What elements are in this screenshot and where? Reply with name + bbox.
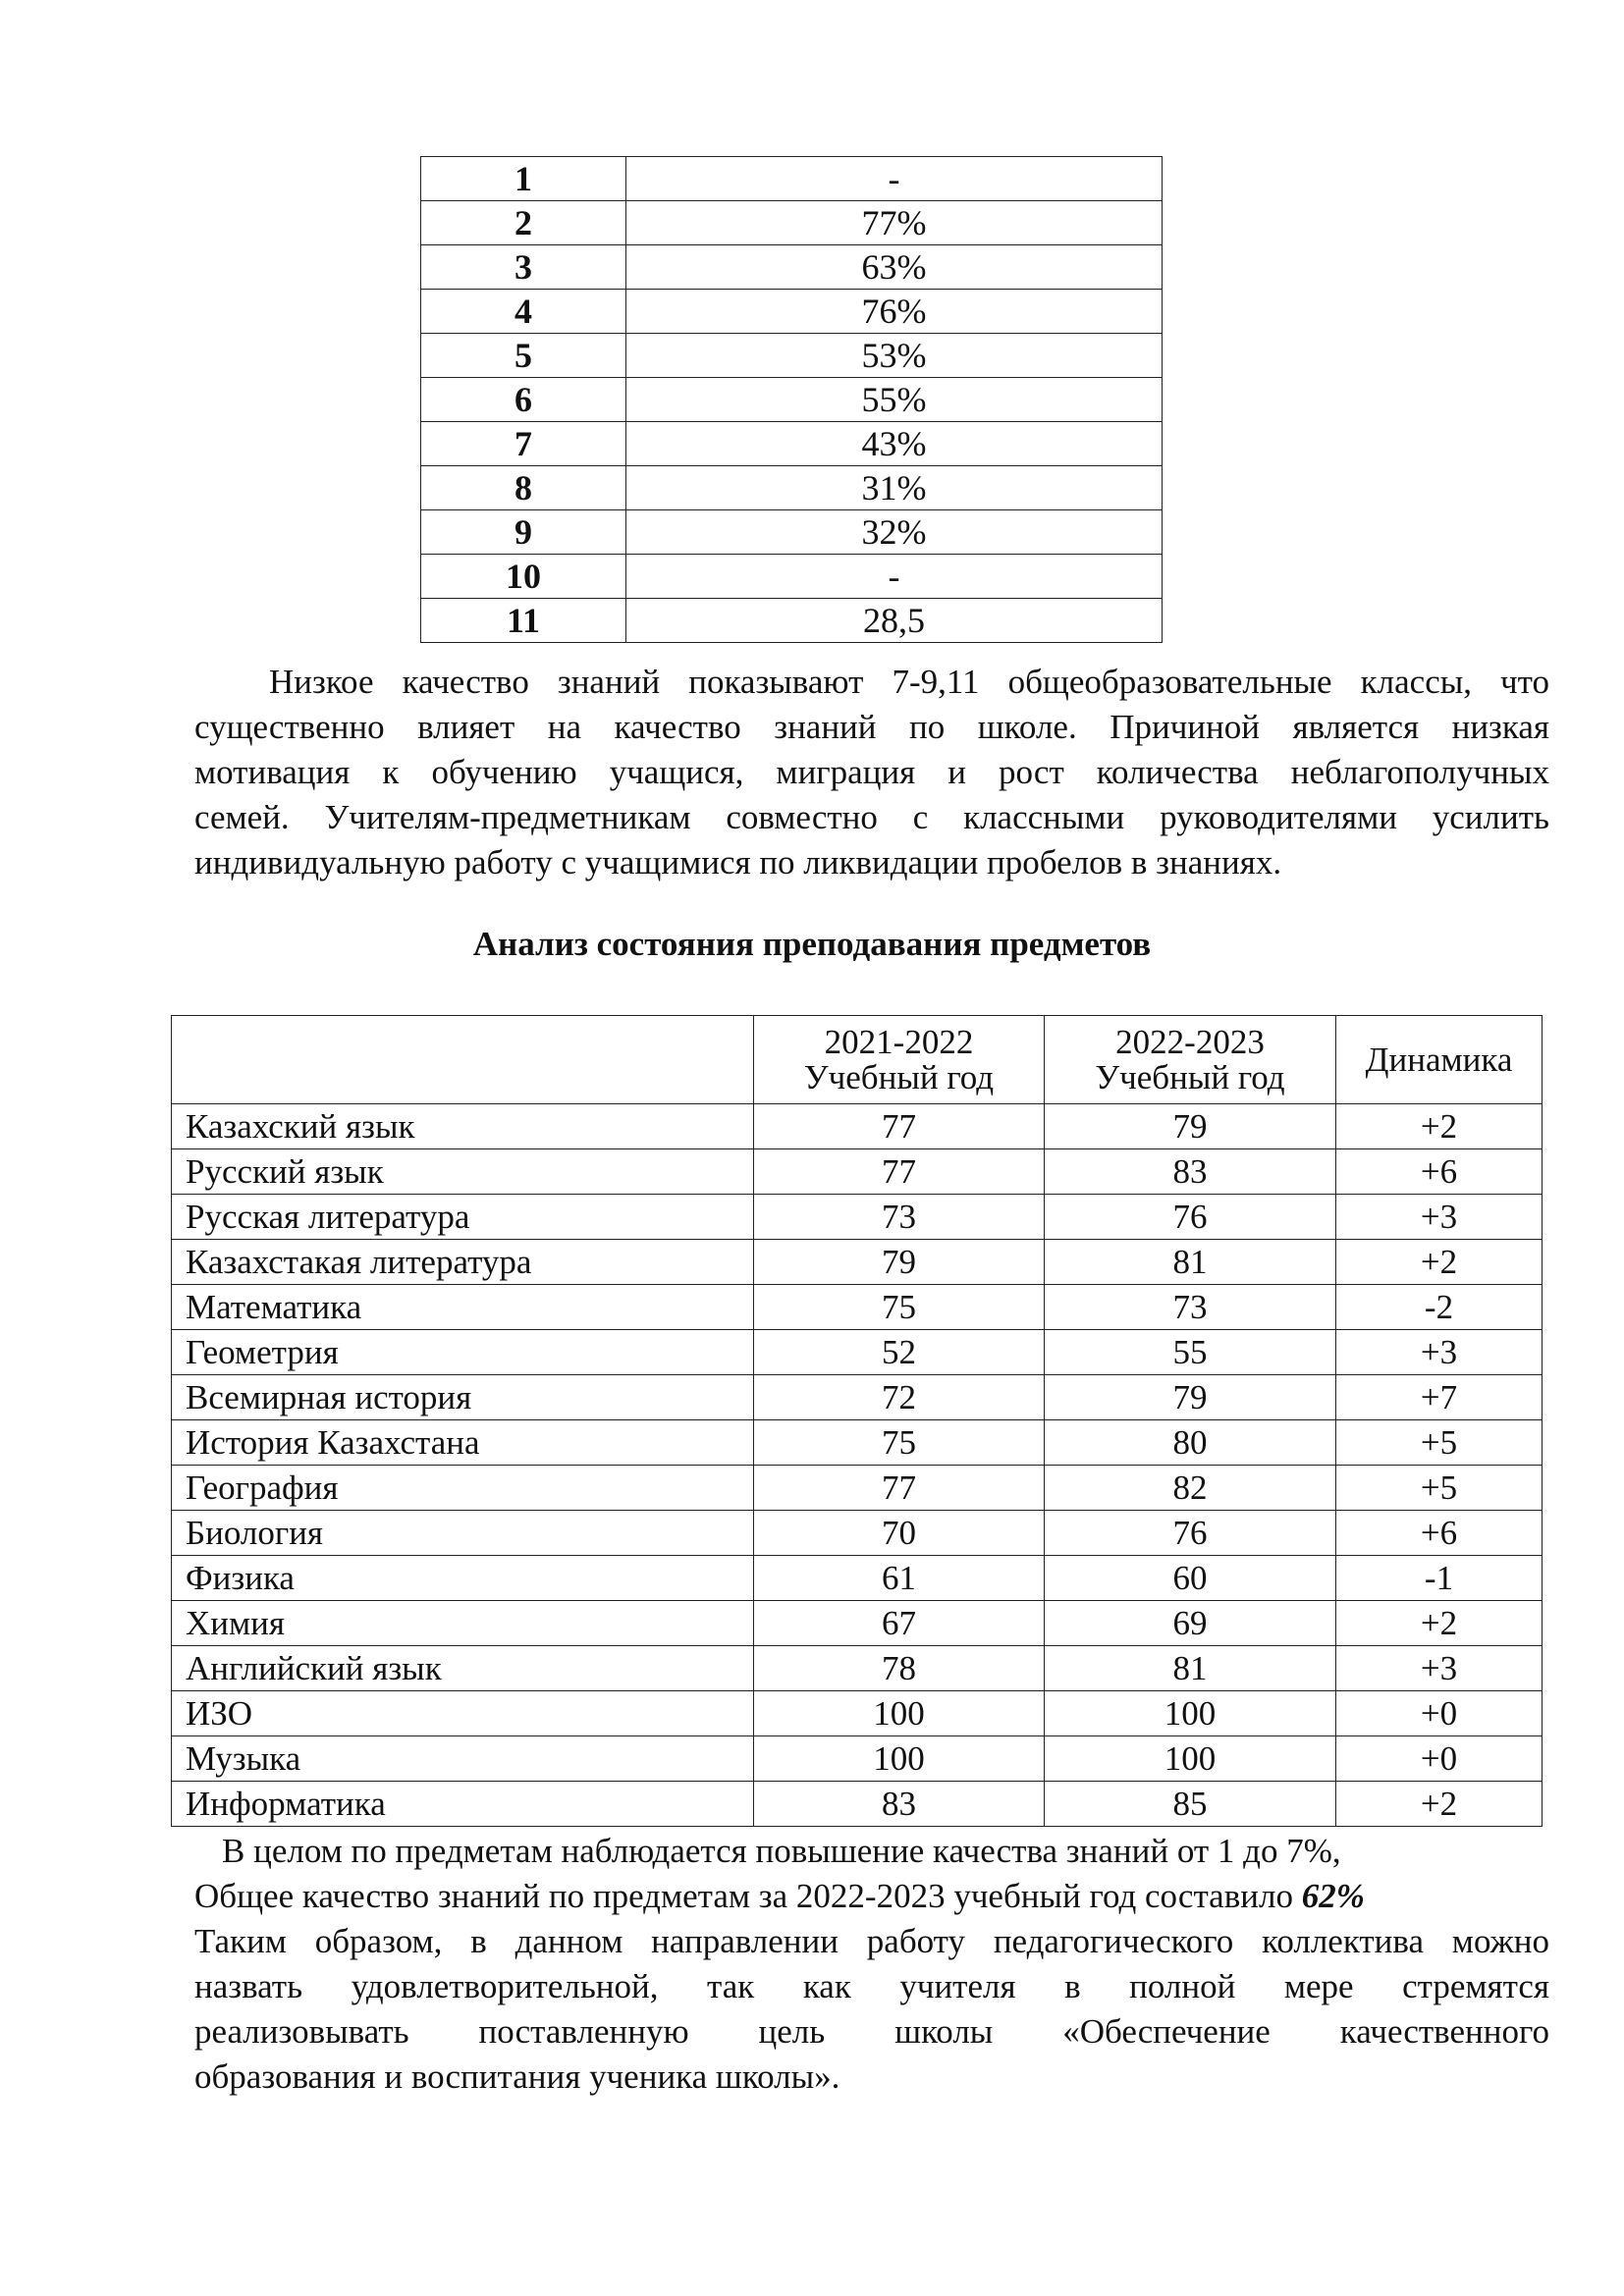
header-year-2022-2023 (1045, 1016, 1336, 1104)
overall-quality-value: 62% (1301, 1877, 1365, 1915)
class-quality-cell: 32% (626, 510, 1163, 555)
subject-name-cell: Химия (172, 1601, 754, 1646)
class-row (421, 290, 1163, 334)
subject-row (172, 1149, 1543, 1195)
subject-row (172, 1420, 1543, 1466)
year-2022-2023-cell: 81 (1045, 1240, 1336, 1285)
year-2022-2023-cell: 82 (1045, 1466, 1336, 1511)
subject-name-cell: Физика (172, 1556, 754, 1601)
year-2021-2022-cell: 78 (754, 1646, 1045, 1691)
subject-name-cell: Русский язык (172, 1149, 754, 1195)
year-2022-2023-cell: 80 (1045, 1420, 1336, 1466)
class-quality-table (420, 156, 1163, 643)
subject-row (172, 1511, 1543, 1556)
class-row (421, 334, 1163, 378)
dynamics-cell: +3 (1336, 1330, 1543, 1375)
paragraph-line: мотивация к обучению учащися, миграция и рост количества неблагополучных (194, 753, 1549, 791)
class-row (421, 555, 1163, 599)
header-year-sublabel: Учебный год (1095, 1057, 1285, 1096)
year-2022-2023-cell: 81 (1045, 1646, 1336, 1691)
class-row (421, 422, 1163, 466)
dynamics-cell: +0 (1336, 1691, 1543, 1736)
subjects-quality-table (171, 1015, 1543, 1827)
year-2021-2022-cell: 52 (754, 1330, 1045, 1375)
subject-row (172, 1782, 1543, 1827)
class-quality-cell: 77% (626, 201, 1163, 245)
class-quality-table-body (421, 157, 1163, 643)
year-2021-2022-cell: 77 (754, 1466, 1045, 1511)
class-number-cell: 5 (421, 334, 626, 378)
year-2021-2022-cell: 79 (754, 1240, 1045, 1285)
subject-row (172, 1375, 1543, 1420)
paragraph-line: Низкое качество знаний показывают 7-9,11 общеобразовательные классы, что (269, 663, 1549, 701)
subject-name-cell: Музыка (172, 1736, 754, 1782)
dynamics-cell: +6 (1336, 1149, 1543, 1195)
subject-row (172, 1466, 1543, 1511)
year-2022-2023-cell: 100 (1045, 1736, 1336, 1782)
dynamics-cell: +2 (1336, 1104, 1543, 1149)
class-row (421, 466, 1163, 510)
subject-name-cell: Казахский язык (172, 1104, 754, 1149)
quality-conclusion-paragraph (194, 660, 1549, 885)
year-2022-2023-cell: 100 (1045, 1691, 1336, 1736)
dynamics-cell: +7 (1336, 1375, 1543, 1420)
dynamics-cell: +3 (1336, 1646, 1543, 1691)
paragraph-line: существенно влияет на качество знаний по школе. Причиной является низкая (194, 708, 1549, 746)
year-2021-2022-cell: 77 (754, 1149, 1045, 1195)
subject-row (172, 1285, 1543, 1330)
paragraph-line: реализовывать поставленную цель школы «Обеспечение качественного (194, 2012, 1549, 2051)
class-row (421, 245, 1163, 290)
subject-name-cell: История Казахстана (172, 1420, 754, 1466)
class-number-cell: 3 (421, 245, 626, 290)
year-2022-2023-cell: 76 (1045, 1511, 1336, 1556)
class-quality-cell: - (626, 157, 1163, 201)
class-number-cell: 2 (421, 201, 626, 245)
paragraph-line: В целом по предметам наблюдается повышение качества знаний от 1 до 7%, (222, 1832, 1341, 1870)
year-2022-2023-cell: 85 (1045, 1782, 1336, 1827)
subject-name-cell: География (172, 1466, 754, 1511)
header-subject (172, 1016, 754, 1104)
dynamics-cell: +5 (1336, 1420, 1543, 1466)
paragraph-line: назвать удовлетворительной, так как учителя в полной мере стремятся (194, 1967, 1549, 2005)
header-row (172, 1016, 1543, 1104)
class-number-cell: 9 (421, 510, 626, 555)
subject-name-cell: Казахстакая литература (172, 1240, 754, 1285)
class-row (421, 378, 1163, 422)
year-2022-2023-cell: 76 (1045, 1195, 1336, 1240)
class-quality-cell: 28,5 (626, 599, 1163, 643)
subjects-table-body (172, 1104, 1543, 1827)
subject-row (172, 1195, 1543, 1240)
subject-name-cell: Биология (172, 1511, 754, 1556)
year-2022-2023-cell: 83 (1045, 1149, 1336, 1195)
year-2021-2022-cell: 100 (754, 1691, 1045, 1736)
subject-name-cell: Русская литература (172, 1195, 754, 1240)
subject-row (172, 1601, 1543, 1646)
year-2021-2022-cell: 75 (754, 1285, 1045, 1330)
year-2021-2022-cell: 75 (754, 1420, 1045, 1466)
class-number-cell: 1 (421, 157, 626, 201)
summary-paragraph (194, 1829, 1549, 2100)
year-2021-2022-cell: 100 (754, 1736, 1045, 1782)
class-quality-cell: 43% (626, 422, 1163, 466)
dynamics-cell: +6 (1336, 1511, 1543, 1556)
subject-row (172, 1736, 1543, 1782)
dynamics-cell: +2 (1336, 1240, 1543, 1285)
header-year-label: 2022-2023 (1115, 1022, 1265, 1061)
year-2022-2023-cell: 79 (1045, 1375, 1336, 1420)
class-quality-cell: 55% (626, 378, 1163, 422)
paragraph-line: семей. Учителям-предметникам совместно с классными руководителями усилить (194, 798, 1549, 836)
year-2022-2023-cell: 55 (1045, 1330, 1336, 1375)
dynamics-cell: -1 (1336, 1556, 1543, 1601)
subject-row (172, 1240, 1543, 1285)
paragraph-line: образования и воспитания ученика школы». (194, 2057, 840, 2096)
year-2022-2023-cell: 60 (1045, 1556, 1336, 1601)
section-heading: Анализ состояния преподавания предметов (472, 925, 1152, 963)
header-year-2021-2022 (754, 1016, 1045, 1104)
subject-name-cell: Всемирная история (172, 1375, 754, 1420)
class-number-cell: 7 (421, 422, 626, 466)
paragraph-line: индивидуальную работу с учащимися по ликвидации пробелов в знаниях. (194, 843, 1282, 881)
class-quality-cell: 63% (626, 245, 1163, 290)
dynamics-cell: +2 (1336, 1782, 1543, 1827)
year-2021-2022-cell: 77 (754, 1104, 1045, 1149)
subject-name-cell: Математика (172, 1285, 754, 1330)
year-2022-2023-cell: 79 (1045, 1104, 1336, 1149)
subject-name-cell: Английский язык (172, 1646, 754, 1691)
dynamics-cell: +3 (1336, 1195, 1543, 1240)
subjects-table-header (172, 1016, 1543, 1104)
class-row (421, 510, 1163, 555)
year-2021-2022-cell: 83 (754, 1782, 1045, 1827)
subject-row (172, 1104, 1543, 1149)
class-number-cell: 4 (421, 290, 626, 334)
year-2022-2023-cell: 73 (1045, 1285, 1336, 1330)
subject-row (172, 1646, 1543, 1691)
subject-row (172, 1330, 1543, 1375)
paragraph-line (194, 1874, 1549, 1919)
class-quality-cell: - (626, 555, 1163, 599)
class-number-cell: 11 (421, 599, 626, 643)
dynamics-cell: -2 (1336, 1285, 1543, 1330)
subject-name-cell: ИЗО (172, 1691, 754, 1736)
year-2021-2022-cell: 67 (754, 1601, 1045, 1646)
class-quality-cell: 76% (626, 290, 1163, 334)
dynamics-cell: +2 (1336, 1601, 1543, 1646)
class-row (421, 201, 1163, 245)
header-year-sublabel: Учебный год (803, 1057, 995, 1096)
year-2021-2022-cell: 61 (754, 1556, 1045, 1601)
paragraph-line: Таким образом, в данном направлении работу педагогического коллектива можно (194, 1922, 1549, 1960)
year-2021-2022-cell: 70 (754, 1511, 1045, 1556)
dynamics-cell: +0 (1336, 1736, 1543, 1782)
subject-name-cell: Информатика (172, 1782, 754, 1827)
year-2021-2022-cell: 72 (754, 1375, 1045, 1420)
header-year-label: 2021-2022 (824, 1022, 974, 1061)
class-row (421, 157, 1163, 201)
class-number-cell: 8 (421, 466, 626, 510)
subject-name-cell: Геометрия (172, 1330, 754, 1375)
class-number-cell: 6 (421, 378, 626, 422)
class-number-cell: 10 (421, 555, 626, 599)
subject-row (172, 1556, 1543, 1601)
year-2022-2023-cell: 69 (1045, 1601, 1336, 1646)
subject-row (172, 1691, 1543, 1736)
class-quality-cell: 31% (626, 466, 1163, 510)
dynamics-cell: +5 (1336, 1466, 1543, 1511)
header-dynamics: Динамика (1336, 1016, 1543, 1104)
year-2021-2022-cell: 73 (754, 1195, 1045, 1240)
summary-text: Общее качество знаний по предметам за 2022-2023 учебный год составило (194, 1877, 1302, 1915)
class-row (421, 599, 1163, 643)
class-quality-cell: 53% (626, 334, 1163, 378)
